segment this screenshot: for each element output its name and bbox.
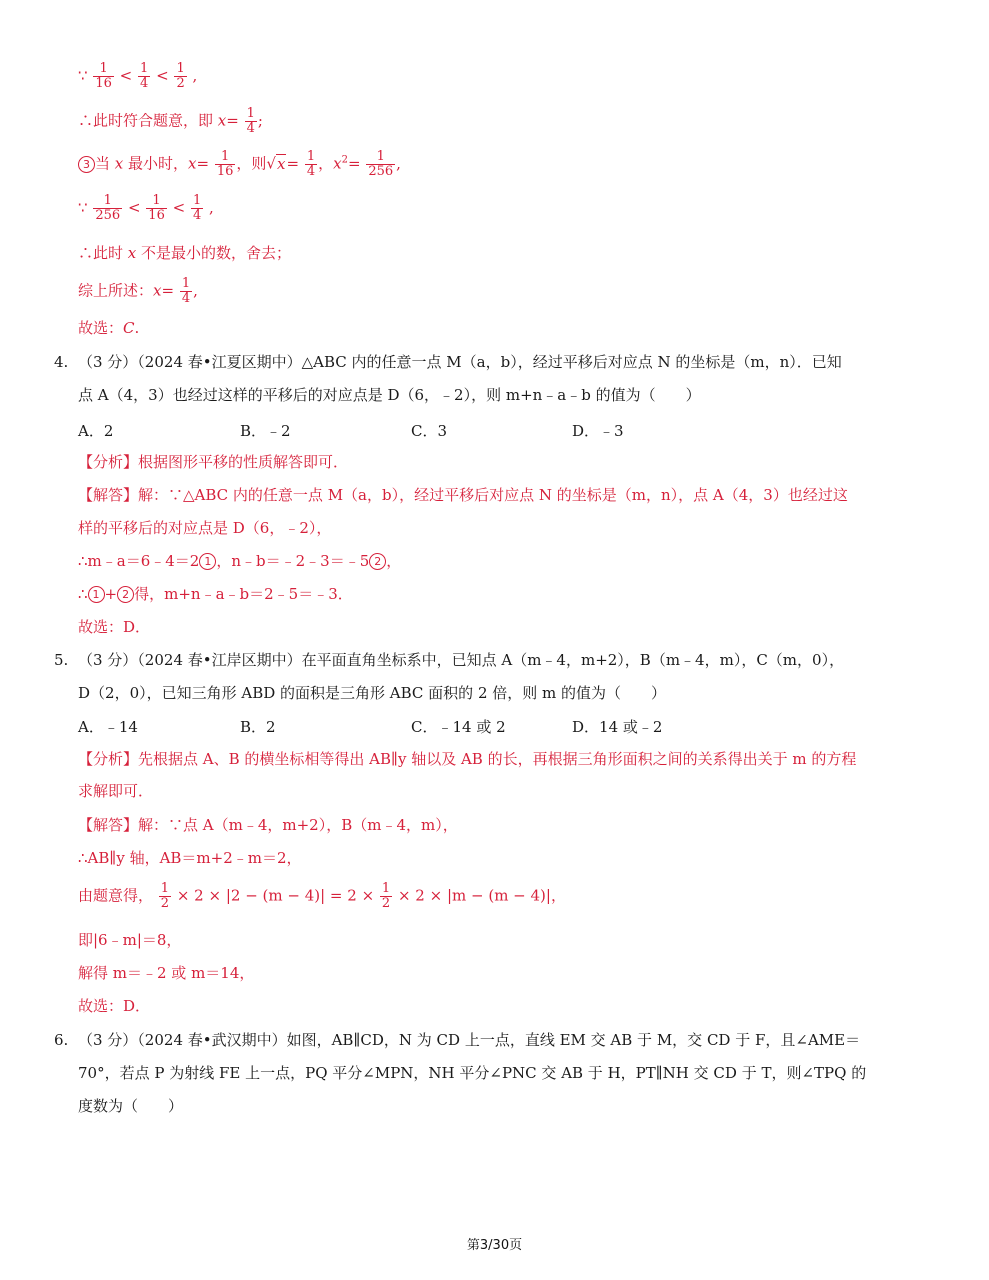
solution-line-5 bbox=[78, 243, 291, 263]
question-5-answer-6: 故选：D． bbox=[78, 997, 151, 1015]
page-footer: 第3/30页 bbox=[466, 1238, 523, 1253]
question-6-number: 6. bbox=[54, 1031, 69, 1049]
circled-number: 2 bbox=[117, 586, 134, 603]
fraction: $\frac{1}{4}$ bbox=[306, 149, 316, 179]
var: x bbox=[276, 154, 286, 173]
equals: = bbox=[196, 154, 210, 173]
circled-number: 1 bbox=[88, 586, 105, 603]
fraction: $\frac{1}{4}$ bbox=[246, 106, 255, 136]
var: x bbox=[127, 244, 137, 262]
plus: + bbox=[104, 585, 118, 603]
answer-text: 解：∵点 A（m﹣4，m+2），B（m﹣4，m）， bbox=[138, 816, 458, 834]
question-5-analysis-2: 求解即可． bbox=[78, 782, 154, 800]
question-5-line-1: （3 分）（2024 春•江岸区期中）在平面直角坐标系中，已知点 A（m﹣4，m+2），B（m﹣4，m），C（m，0）， bbox=[78, 651, 845, 669]
fraction: $\frac{1}{2}$ bbox=[160, 881, 170, 911]
question-5-analysis-1 bbox=[78, 749, 856, 769]
question-5-line-2: D（2，0），已知三角形 ABD 的面积是三角形 ABC 面积的 2 倍，则 m 的值为（ ） bbox=[78, 684, 667, 702]
question-4-answer-1 bbox=[78, 485, 848, 505]
answer-tag: 【解答】 bbox=[78, 816, 139, 834]
question-4-option-c[interactable]: C．3 bbox=[411, 422, 448, 440]
question-4-answer-5: 故选：D． bbox=[78, 618, 151, 636]
punct: , bbox=[192, 66, 198, 85]
equals: = bbox=[161, 281, 175, 300]
because-symbol: ∵ bbox=[78, 66, 88, 85]
text: ， bbox=[318, 154, 334, 173]
punct: , bbox=[209, 198, 214, 217]
var: x bbox=[217, 111, 227, 130]
exponent: 2 bbox=[341, 154, 348, 166]
solution-line-3 bbox=[78, 150, 401, 179]
circled-number: 2 bbox=[369, 553, 386, 570]
question-6-line-1: （3 分）（2024 春•武汉期中）如图，AB∥CD，N 为 CD 上一点，直线 EM 交 AB 于 M，交 CD 于 F，且∠AME＝ bbox=[78, 1031, 861, 1049]
because-symbol: ∵ bbox=[78, 198, 88, 217]
text: ∴此时符合题意，即 bbox=[78, 111, 218, 130]
question-5-answer-1 bbox=[78, 815, 458, 835]
fraction: $\frac{1}{16}$ bbox=[148, 193, 165, 223]
punct: . bbox=[134, 319, 140, 337]
text: ∴m﹣a＝6﹣4＝2 bbox=[78, 552, 200, 570]
question-4-answer-3 bbox=[78, 551, 401, 571]
equals: = bbox=[286, 154, 300, 173]
question-5-option-b[interactable]: B．2 bbox=[240, 718, 276, 736]
fraction: $\frac{1}{4}$ bbox=[140, 61, 149, 91]
question-4-line-1: （3 分）（2024 春•江夏区期中）△ABC 内的任意一点 M（a，b），经过平移后对应点 N 的坐标是（m，n）．已知 bbox=[78, 353, 842, 371]
circled-number: 1 bbox=[199, 553, 216, 570]
question-5-option-c[interactable]: C．﹣14 或 2 bbox=[411, 718, 506, 736]
var: x bbox=[153, 281, 162, 300]
answer-letter: C bbox=[123, 319, 135, 337]
question-5-answer-5: 解得 m＝﹣2 或 m＝14， bbox=[78, 964, 255, 982]
analysis-text: 先根据点 A、B 的横坐标相等得出 AB∥y 轴以及 AB 的长，再根据三角形面积之间的关系得出关于 m 的方程 bbox=[138, 750, 857, 768]
solution-line-1 bbox=[78, 62, 197, 98]
punct: ; bbox=[257, 111, 263, 130]
var: x bbox=[188, 154, 197, 173]
question-5-answer-2: ∴AB∥y 轴，AB＝m+2﹣m＝2， bbox=[78, 849, 302, 867]
question-5-option-a[interactable]: A．﹣14 bbox=[78, 718, 138, 736]
text: 当 bbox=[95, 154, 115, 173]
question-5-answer-3 bbox=[78, 882, 566, 911]
fraction: $\frac{1}{16}$ bbox=[95, 61, 112, 91]
text: 不是最小的数，舍去； bbox=[136, 244, 292, 262]
answer-tag: 【解答】 bbox=[78, 486, 139, 504]
solution-line-4 bbox=[78, 194, 214, 223]
less-than: < bbox=[119, 66, 133, 85]
text: 故选： bbox=[78, 319, 124, 337]
fraction: $\frac{1}{16}$ bbox=[216, 149, 234, 179]
text: 综上所述： bbox=[78, 281, 154, 300]
fraction: $\frac{1}{2}$ bbox=[176, 61, 185, 91]
answer-text: 解：∵△ABC 内的任意一点 M（a，b），经过平移后对应点 N 的坐标是（m，n），点 A（4，3）也经过这 bbox=[138, 486, 848, 504]
punct: , bbox=[396, 154, 401, 173]
question-4-line-2: 点 A（4，3）也经过这样的平移后的对应点是 D（6，﹣2），则 m+n﹣a﹣b 的值为（ ） bbox=[78, 386, 701, 404]
question-4-answer-4 bbox=[78, 584, 353, 604]
fraction: $\frac{1}{4}$ bbox=[192, 193, 202, 223]
question-6-line-2: 70°，若点 P 为射线 FE 上一点，PQ 平分∠MPN，NH 平分∠PNC 交 AB 于 H，PT∥NH 交 CD 于 T，则∠TPQ 的 bbox=[78, 1064, 867, 1082]
analysis-tag: 【分析】 bbox=[78, 750, 139, 768]
less-than: < bbox=[172, 198, 186, 217]
var: x bbox=[114, 154, 124, 173]
less-than: < bbox=[156, 66, 169, 85]
question-5-option-d[interactable]: D．14 或﹣2 bbox=[572, 718, 663, 736]
question-4-option-b[interactable]: B．﹣2 bbox=[240, 422, 291, 440]
text: ，则 bbox=[236, 154, 267, 173]
var: x bbox=[333, 154, 342, 173]
therefore-symbol: ∴ bbox=[78, 585, 88, 603]
solution-line-6 bbox=[78, 277, 198, 306]
fraction: $\frac{1}{2}$ bbox=[381, 881, 391, 911]
punct: , bbox=[193, 281, 198, 300]
equation-text: × 2 × |m − (m − 4)|， bbox=[393, 886, 566, 905]
circled-number: 3 bbox=[78, 156, 95, 173]
question-4-number: 4. bbox=[54, 353, 69, 371]
question-4-analysis bbox=[78, 452, 348, 472]
analysis-text: 根据图形平移的性质解答即可． bbox=[138, 453, 349, 471]
analysis-tag: 【分析】 bbox=[78, 453, 139, 471]
fraction: $\frac{1}{256}$ bbox=[368, 149, 394, 179]
equals: = bbox=[347, 154, 361, 173]
text: 由题意得， bbox=[78, 886, 154, 905]
solution-line-2 bbox=[78, 107, 263, 136]
solution-line-7 bbox=[78, 318, 139, 338]
sqrt-symbol: √ bbox=[266, 154, 276, 173]
text: ∴此时 bbox=[78, 244, 128, 262]
question-6-line-3: 度数为（ ） bbox=[78, 1097, 184, 1115]
question-5-answer-4: 即|6﹣m|＝8， bbox=[78, 931, 182, 949]
question-4-option-d[interactable]: D．﹣3 bbox=[572, 422, 624, 440]
question-5-number: 5. bbox=[54, 651, 69, 669]
equals: = bbox=[226, 111, 239, 130]
fraction: $\frac{1}{256}$ bbox=[95, 193, 121, 223]
question-4-answer-2: 样的平移后的对应点是 D（6，﹣2）， bbox=[78, 519, 332, 537]
text: ，n﹣b＝﹣2﹣3＝﹣5 bbox=[216, 552, 370, 570]
text: 得，m+n﹣a﹣b＝2﹣5＝﹣3． bbox=[134, 585, 353, 603]
equation-text: × 2 × |2 − (m − 4)| = 2 × bbox=[172, 886, 379, 905]
less-than: < bbox=[127, 198, 141, 217]
question-4-option-a[interactable]: A．2 bbox=[78, 422, 114, 440]
text: 最小时， bbox=[123, 154, 189, 173]
punct: ， bbox=[386, 552, 402, 570]
fraction: $\frac{1}{4}$ bbox=[181, 276, 191, 306]
